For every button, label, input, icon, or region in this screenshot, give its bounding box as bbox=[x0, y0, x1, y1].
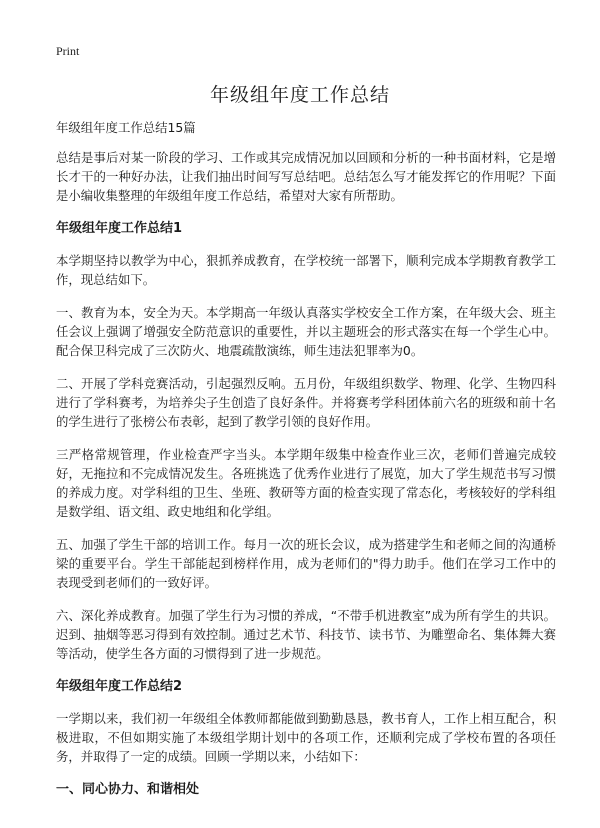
paragraph: 一学期以来，我们初一年级组全体教师都能做到勤勤恳恳，教书育人，工作上相互配合，积极进取，不但如期实施了本级组学期计划中的各项工作，还顺利完成了学校布置的各项任务，并取得了一定的成绩。回顾一学期以来，小结如下： bbox=[56, 711, 556, 764]
document-subtitle: 年级组年度工作总结15篇 bbox=[56, 120, 196, 135]
paragraph: 六、深化养成教育。加强了学生行为习惯的养成，“不带手机进教室”成为所有学生的共识。迟到、抽烟等恶习得到有效控制。通过艺术节、科技节、读书节、为雕塑命名、集体舞大赛等活动，使学生各方面的习惯得到了进一步规范。 bbox=[56, 608, 556, 661]
document-body bbox=[56, 118, 556, 812]
paragraph: 一、教育为本，安全为天。本学期高一年级认真落实学校安全工作方案，在年级大会、班主任会议上强调了增强安全防范意识的重要性，并以主题班会的形式落实在每一个学生心中。配合保卫科完成了三次防火、地震疏散演练，师生违法犯罪率为0。 bbox=[56, 305, 556, 358]
print-link[interactable]: Print bbox=[56, 44, 80, 58]
paragraph: 本学期坚持以教学为中心，狠抓养成教育，在学校统一部署下，顺利完成本学期教育教学工作，现总结如下。 bbox=[56, 253, 556, 287]
page-title: 年级组年度工作总结 bbox=[209, 84, 390, 106]
section-heading: 年级组年度工作总结2 bbox=[56, 679, 183, 694]
section-heading: 年级组年度工作总结1 bbox=[56, 221, 183, 236]
paragraph: 三严格常规管理，作业检查严字当头。本学期年级集中检查作业三次，老师们普遍完成较好，无拖拉和不完成情况发生。各班挑选了优秀作业进行了展览，加大了学生规范书写习惯的养成力度。对学科组的卫生、坐班、教研等方面的检查实现了常态化，考核较好的学科组是数学组、语文组、政史地组和化学组。 bbox=[56, 447, 556, 519]
intro-paragraph: 总结是事后对某一阶段的学习、工作或其完成情况加以回顾和分析的一种书面材料，它是增长才干的一种好办法，让我们抽出时间写写总结吧。总结怎么写才能发挥它的作用呢？下面是小编收集整理的年级组年度工作总结，希望对大家有所帮助。 bbox=[56, 150, 556, 203]
paragraph: 五、加强了学生干部的培训工作。每月一次的班长会议，成为搭建学生和老师之间的沟通桥梁的重要平台。学生干部能起到榜样作用，成为老师们的"得力助手。他们在学习工作中的表现受到老师们的一致好评。 bbox=[56, 537, 556, 590]
subsection-heading: 一、同心协力、和谐相处 bbox=[56, 782, 200, 797]
paragraph: 二、开展了学科竞赛活动，引起强烈反响。五月份，年级组织数学、物理、化学、生物四科进行了学科赛考，为培养尖子生创造了良好条件。并将赛考学科团体前六名的班级和前十名的学生进行了张榜公布表彰，起到了教学引领的良好作用。 bbox=[56, 376, 556, 429]
